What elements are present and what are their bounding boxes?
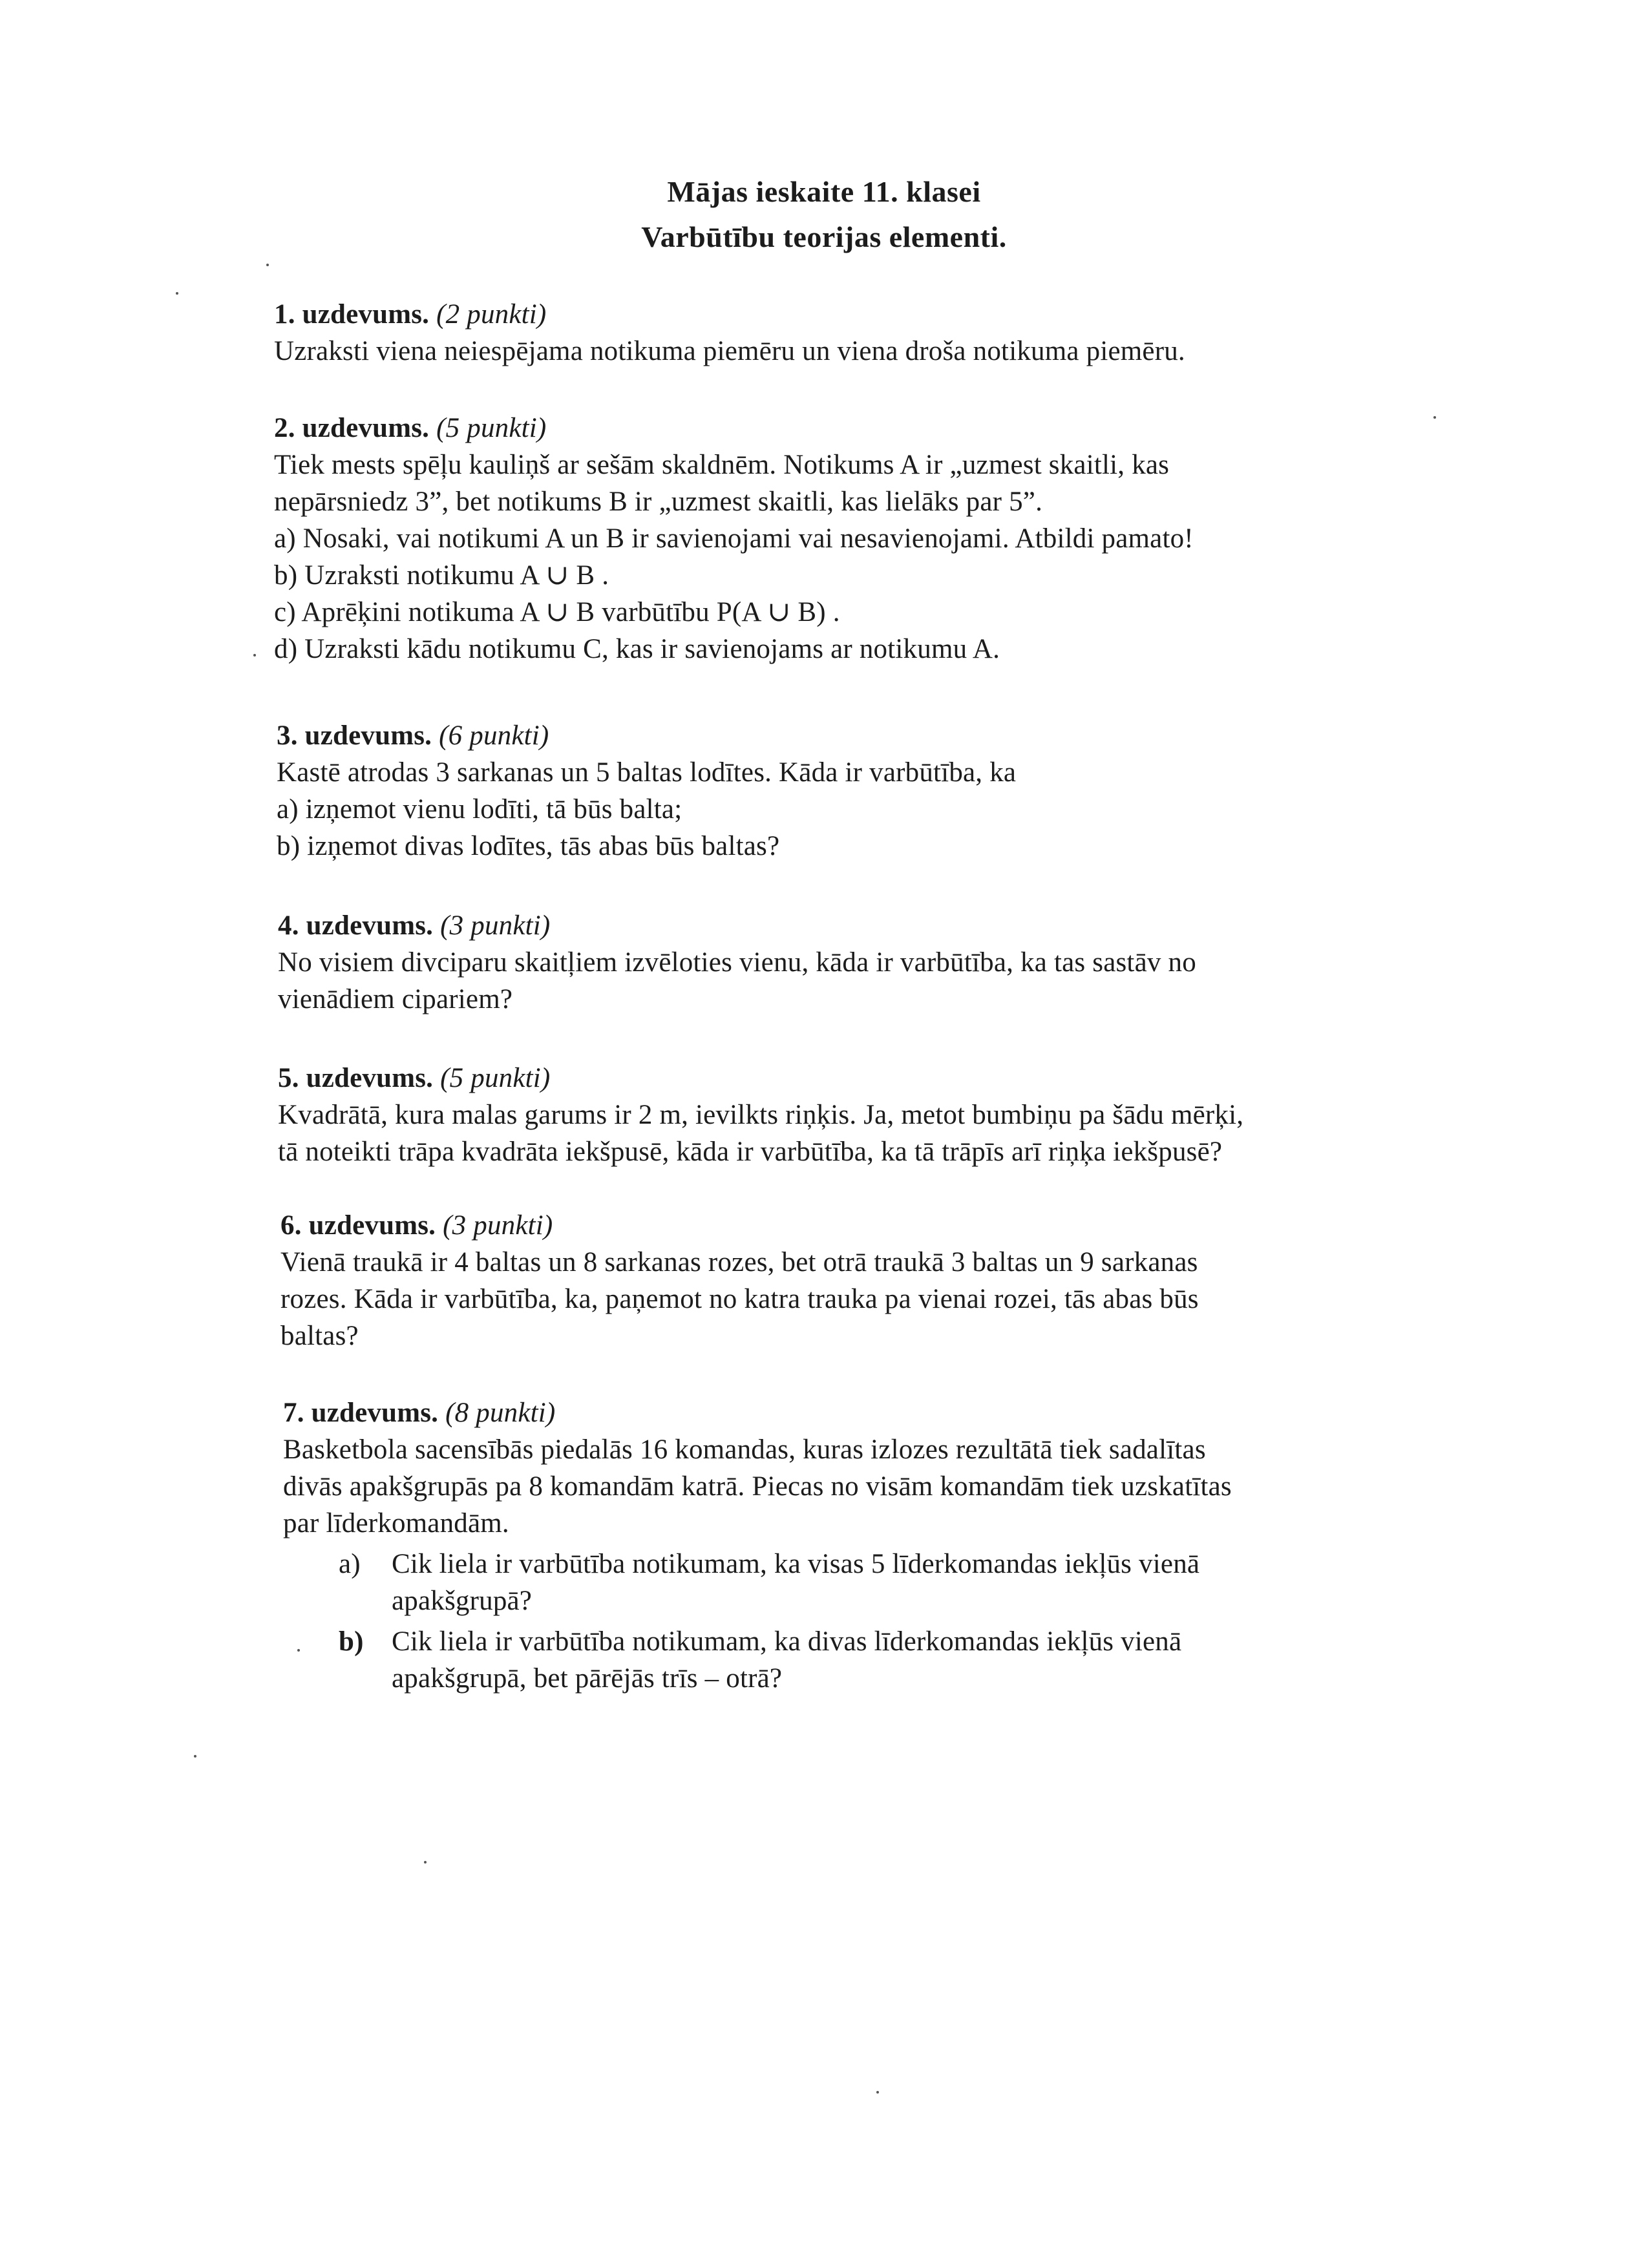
task-1 (274, 296, 1185, 370)
scan-speck (176, 292, 178, 295)
scan-speck (424, 1861, 427, 1864)
task-heading (278, 1060, 1243, 1097)
task-text-line: divās apakšgrupās pa 8 komandām katrā. Piecas no visām komandām tiek uzskatītas (283, 1471, 1232, 1502)
task-text-line: d) Uzraksti kādu notikumu C, kas ir savienojams ar notikumu A. (274, 634, 1000, 664)
scan-speck (297, 1649, 300, 1652)
document-title (0, 169, 1648, 260)
subitem-b (339, 1623, 1232, 1697)
task-text-line: Kastē atrodas 3 sarkanas un 5 baltas lodītes. Kāda ir varbūtība, ka (277, 757, 1017, 788)
task-heading (274, 410, 1194, 446)
task-number: 2. uzdevums. (274, 413, 430, 443)
task-text-line: a) Nosaki, vai notikumi A un B ir savienojami vai nesavienojami. Atbildi pamato! (274, 523, 1194, 554)
scan-speck (876, 2091, 879, 2094)
task-text-line: c) Aprēķini notikuma A ∪ B varbūtību P(A ∪ B) . (274, 597, 840, 627)
task-heading (278, 907, 1196, 944)
task-number: 1. uzdevums. (274, 299, 430, 330)
task-heading (283, 1394, 1232, 1431)
task-points: (6 punkti) (439, 720, 549, 751)
task-7 (283, 1394, 1232, 1697)
subitem-text-line: apakšgrupā, bet pārējās trīs – otrā? (392, 1663, 783, 1694)
task-text-line: nepārsniedz 3”, bet notikums B ir „uzmest skaitli, kas lielāks par 5”. (274, 487, 1043, 517)
task-points: (3 punkti) (440, 910, 551, 941)
subitem-label: a) (339, 1549, 361, 1579)
task-heading (280, 1207, 1199, 1244)
scan-speck (1433, 416, 1436, 419)
task-heading (274, 296, 1185, 333)
task-4 (278, 907, 1196, 1018)
task-text-line: Kvadrātā, kura malas garums ir 2 m, ievilkts riņķis. Ja, metot bumbiņu pa šādu mērķi, (278, 1100, 1244, 1130)
subitem-text-line: apakšgrupā? (392, 1586, 533, 1616)
task-text-line: par līderkomandām. (283, 1508, 509, 1538)
subitem-text-line: Cik liela ir varbūtība notikumam, ka visas 5 līderkomandas iekļūs vienā (392, 1549, 1200, 1579)
task-points: (3 punkti) (443, 1210, 553, 1241)
task-text-line: No visiem divciparu skaitļiem izvēloties vienu, kāda ir varbūtība, ka tas sastāv no (278, 947, 1196, 978)
title-line-2: Varbūtību teorijas elementi. (641, 220, 1007, 253)
task-text-line: tā noteikti trāpa kvadrāta iekšpusē, kāda ir varbūtība, ka tā trāpīs arī riņķa iekšpusē? (278, 1137, 1223, 1167)
task-number: 5. uzdevums. (278, 1063, 434, 1093)
task-text-line: Tiek mests spēļu kauliņš ar sešām skaldnēm. Notikums A ir „uzmest skaitli, kas (274, 450, 1170, 480)
task-text-line: Vienā traukā ir 4 baltas un 8 sarkanas rozes, bet otrā traukā 3 baltas un 9 sarkanas (280, 1247, 1198, 1277)
task-number: 6. uzdevums. (280, 1210, 436, 1241)
task-text-line: baltas? (280, 1321, 359, 1351)
scan-speck (194, 1755, 196, 1758)
task-number: 4. uzdevums. (278, 910, 434, 941)
task-points: (2 punkti) (436, 299, 547, 330)
subitem-a (339, 1546, 1232, 1619)
task-points: (5 punkti) (440, 1063, 551, 1093)
task-text-line: rozes. Kāda ir varbūtība, ka, paņemot no katra trauka pa vienai rozei, tās abas būs (280, 1284, 1199, 1314)
task-2 (274, 410, 1194, 667)
task-number: 3. uzdevums. (277, 720, 432, 751)
task-text-line: b) izņemot divas lodītes, tās abas būs baltas? (277, 831, 780, 861)
task-text-line: Basketbola sacensībās piedalās 16 komandas, kuras izlozes rezultātā tiek sadalītas (283, 1434, 1206, 1465)
subitem-text-line: Cik liela ir varbūtība notikumam, ka divas līderkomandas iekļūs vienā (392, 1626, 1182, 1657)
task-text-line: a) izņemot vienu lodīti, tā būs balta; (277, 794, 682, 824)
task-5 (278, 1060, 1243, 1170)
task-points: (5 punkti) (436, 413, 547, 443)
task-text-line: Uzraksti viena neiespējama notikuma piemēru un viena droša notikuma piemēru. (274, 336, 1185, 366)
scan-speck (253, 654, 256, 656)
title-line-1: Mājas ieskaite 11. klasei (667, 175, 981, 208)
task-heading (277, 717, 1016, 754)
task-points: (8 punkti) (445, 1398, 556, 1428)
task-text-line: b) Uzraksti notikumu A ∪ B . (274, 560, 609, 591)
task-number: 7. uzdevums. (283, 1398, 439, 1428)
task-3 (277, 717, 1016, 865)
task-text-line: vienādiem cipariem? (278, 984, 513, 1014)
subitem-label: b) (339, 1626, 364, 1657)
scan-speck (266, 264, 269, 266)
task-6 (280, 1207, 1199, 1354)
